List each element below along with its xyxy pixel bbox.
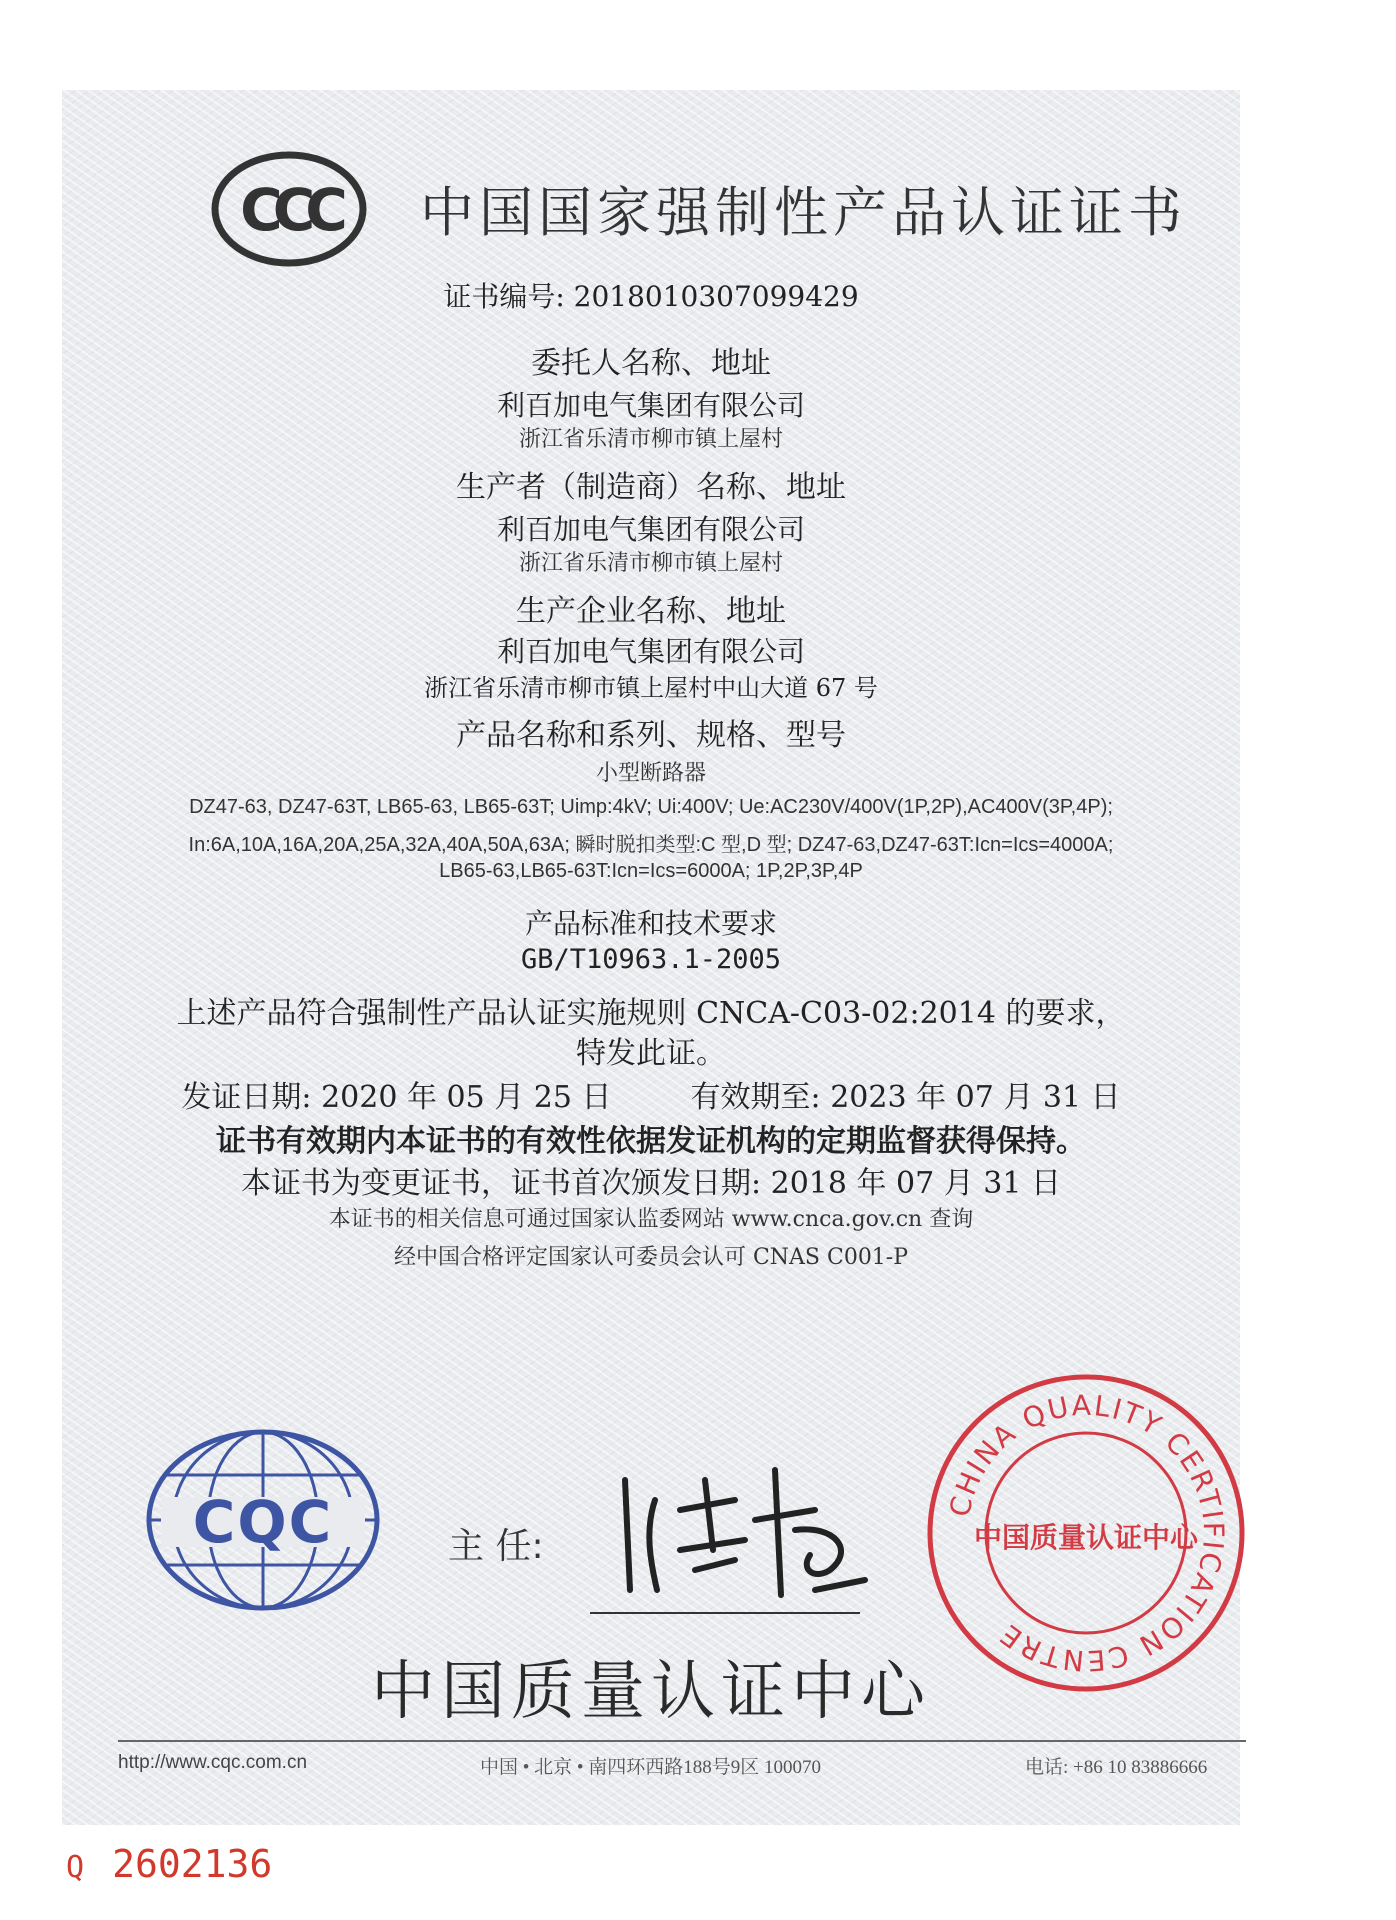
manufacturer-name: 利百加电气集团有限公司: [496, 513, 805, 546]
product-spec-line: LB65-63,LB65-63T:Icn=Ics=6000A; 1P,2P,3P,4P: [439, 860, 863, 882]
svg-text:CHINA QUALITY CERTIFICATION CE: CHINA QUALITY CERTIFICATION CENTRE: [943, 1388, 1231, 1678]
accreditation-note: 经中国合格评定国家认可委员会认可 CNAS C001-P: [393, 1245, 909, 1270]
issue-date: 发证日期: 2020 年 05 月 25 日: [181, 1080, 612, 1115]
svg-text:CQC: CQC: [192, 1488, 334, 1556]
product-spec-line: In:6A,10A,16A,20A,25A,32A,40A,50A,63A; 瞬时脱扣类型:C 型,D 型; DZ47-63,DZ47-63T:Icn=Ics=4000A;: [188, 834, 1114, 856]
issuer-name: 中国质量认证中心: [371, 1655, 931, 1729]
serial-prefix: Q: [66, 1850, 85, 1885]
serial-value: 2602136: [112, 1842, 273, 1886]
footer-phone: 电话: +86 10 83886666: [1025, 1757, 1208, 1778]
footer-website: http://www.cqc.com.cn: [118, 1752, 308, 1773]
client-heading: 委托人名称、地址: [531, 346, 771, 381]
standard-value: GB/T10963.1-2005: [520, 944, 782, 975]
expiry-date: 有效期至: 2023 年 07 月 31 日: [690, 1080, 1121, 1115]
director-label: 主 任:: [448, 1526, 544, 1567]
validity-note: 证书有效期内本证书的有效性依据发证机构的定期监督获得保持。: [216, 1124, 1086, 1159]
product-heading: 产品名称和系列、规格、型号: [456, 718, 846, 753]
svg-text:CCC: CCC: [240, 176, 338, 244]
manufacturer-address: 浙江省乐清市柳市镇上屋村: [518, 551, 783, 576]
change-note: 本证书为变更证书，证书首次颁发日期: 2018 年 07 月 31 日: [240, 1166, 1062, 1201]
footer-address: 中国 • 北京 • 南四环西路188号9区 100070: [480, 1757, 822, 1778]
standard-heading: 产品标准和技术要求: [524, 907, 777, 940]
footer-divider: [118, 1740, 1246, 1742]
factory-heading: 生产企业名称、地址: [516, 594, 786, 629]
compliance-statement-end: 特发此证。: [576, 1036, 726, 1071]
certificate-number: 证书编号: 2018010307099429: [443, 280, 859, 313]
dates-row: [62, 1072, 1240, 1116]
compliance-statement: 上述产品符合强制性产品认证实施规则 CNCA-C03-02:2014 的要求，: [176, 996, 1126, 1031]
ccc-logo: [210, 150, 368, 268]
client-address: 浙江省乐清市柳市镇上屋村: [518, 427, 783, 452]
factory-address: 浙江省乐清市柳市镇上屋村中山大道 67 号: [424, 674, 878, 702]
product-spec-line: DZ47-63, DZ47-63T, LB65-63, LB65-63T; Uimp:4kV; Ui:400V; Ue:AC230V/400V(1P,2P),AC400V(3P,4P);: [189, 796, 1113, 818]
director-signature: [585, 1440, 875, 1610]
svg-text:中国质量认证中心: 中国质量认证中心: [973, 1521, 1199, 1554]
factory-name: 利百加电气集团有限公司: [496, 635, 805, 668]
manufacturer-heading: 生产者（制造商）名称、地址: [456, 470, 846, 505]
certificate-title: 中国国家强制性产品认证证书: [420, 181, 1187, 244]
query-note: 本证书的相关信息可通过国家认监委网站 www.cnca.gov.cn 查询: [328, 1207, 974, 1232]
cqc-logo: [143, 1425, 383, 1615]
product-name: 小型断路器: [595, 761, 706, 786]
signature-line: [590, 1612, 860, 1614]
serial-number: [66, 1842, 272, 1886]
client-name: 利百加电气集团有限公司: [496, 389, 805, 422]
